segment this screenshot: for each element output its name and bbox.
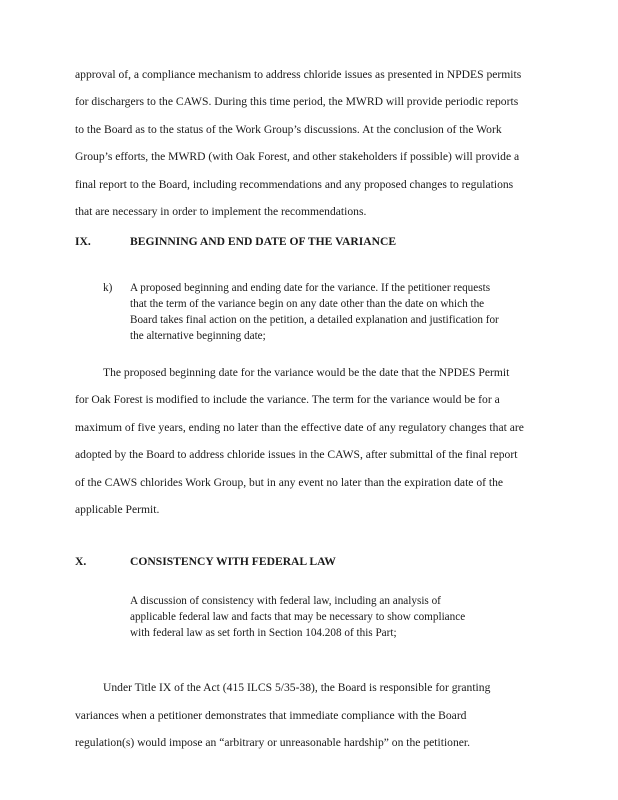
text-line: approval of, a compliance mechanism to address chloride issues as presented in NPDES permits <box>75 68 522 81</box>
text-line: to the Board as to the status of the Work Group’s discussions. At the conclusion of the Work <box>75 123 502 136</box>
quote-line: A discussion of consistency with federal law, including an analysis of <box>130 595 441 607</box>
text-line: Group’s efforts, the MWRD (with Oak Forest, and other stakeholders if possible) will provide a <box>75 150 520 163</box>
quote-line: with federal law as set forth in Section 104.208 of this Part; <box>130 627 397 639</box>
section-number: X. <box>75 555 87 568</box>
text-line: applicable Permit. <box>75 503 160 516</box>
quote-line: A proposed beginning and ending date for the variance. If the petitioner requests <box>130 282 491 294</box>
text-line: of the CAWS chlorides Work Group, but in any event no later than the expiration date of the <box>75 476 504 489</box>
section-number: IX. <box>75 235 91 248</box>
text-line: variances when a petitioner demonstrates that immediate compliance with the Board <box>75 709 467 722</box>
text-line: for Oak Forest is modified to include the variance. The term for the variance would be for a <box>75 393 500 406</box>
text-line: that are necessary in order to implement the recommendations. <box>75 205 367 218</box>
text-line: final report to the Board, including recommendations and any proposed changes to regulations <box>75 178 514 191</box>
text-line: adopted by the Board to address chloride issues in the CAWS, after submittal of the final report <box>75 448 518 461</box>
text-line: Under Title IX of the Act (415 ILCS 5/35-38), the Board is responsible for granting <box>103 681 491 694</box>
quote-line: the alternative beginning date; <box>130 330 266 342</box>
section-heading: BEGINNING AND END DATE OF THE VARIANCE <box>130 235 397 248</box>
text-line: regulation(s) would impose an “arbitrary or unreasonable hardship” on the petitioner. <box>75 736 471 749</box>
text-line: The proposed beginning date for the variance would be the date that the NPDES Permit <box>103 366 510 379</box>
quote-line: Board takes final action on the petition, a detailed explanation and justification for <box>130 314 499 326</box>
section-heading: CONSISTENCY WITH FEDERAL LAW <box>130 555 336 568</box>
item-marker: k) <box>103 282 113 294</box>
text-line: maximum of five years, ending no later than the effective date of any regulatory changes that are <box>75 421 524 434</box>
quote-line: that the term of the variance begin on any date other than the date on which the <box>130 298 485 310</box>
quote-line: applicable federal law and facts that may be necessary to show compliance <box>130 611 466 623</box>
text-line: for dischargers to the CAWS. During this time period, the MWRD will provide periodic reports <box>75 95 519 108</box>
